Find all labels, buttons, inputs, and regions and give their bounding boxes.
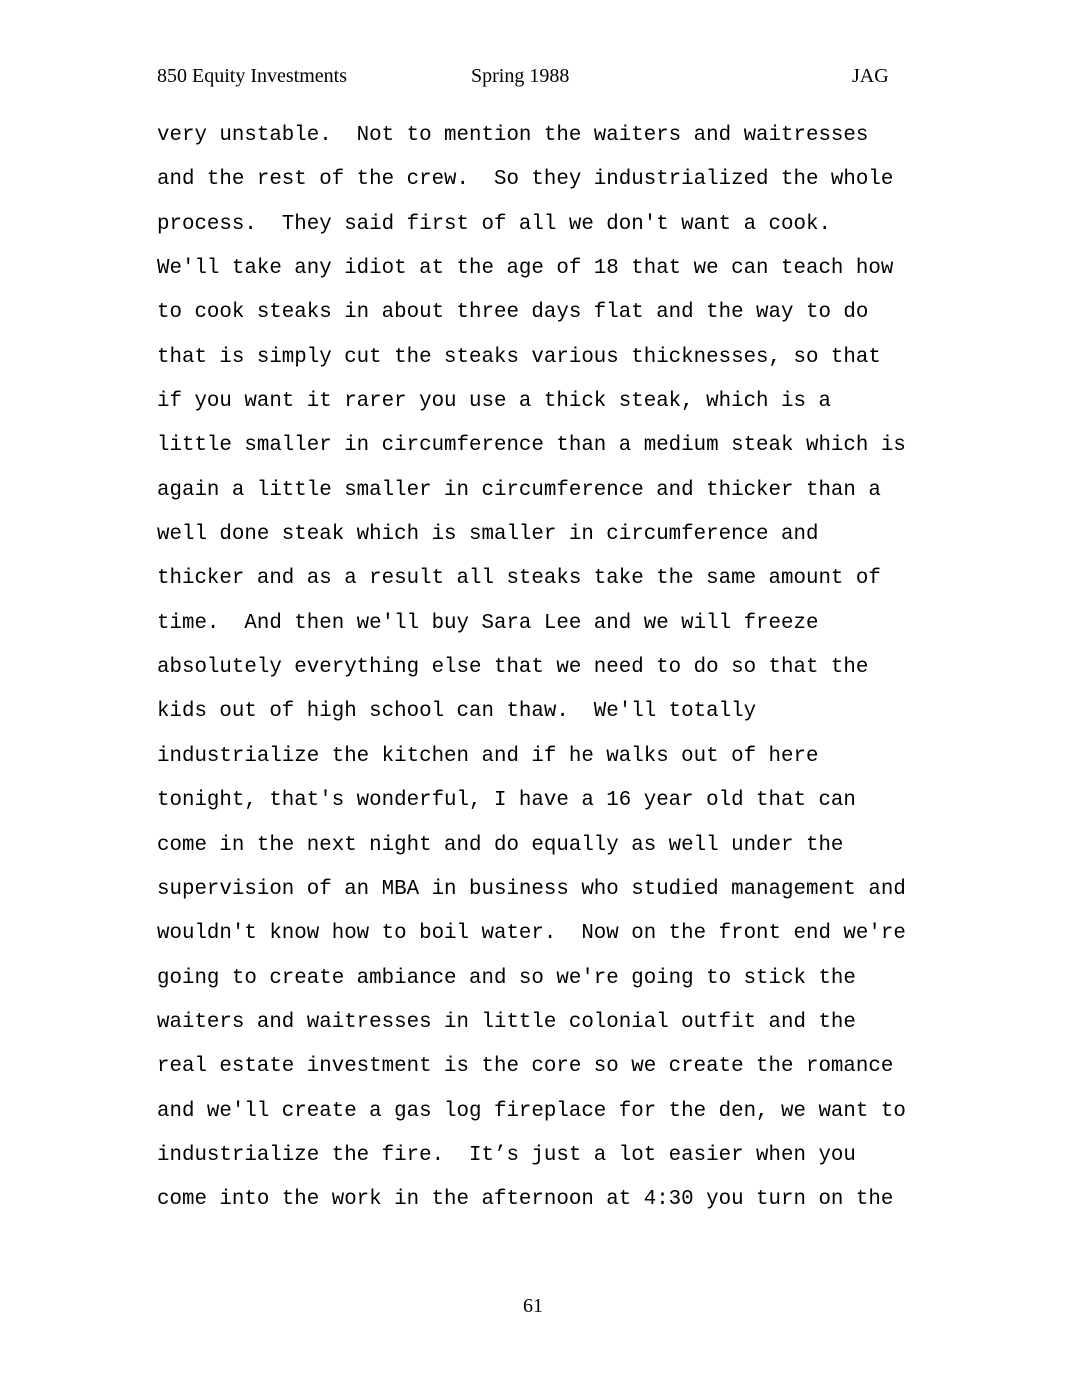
text-line: industrialize the kitchen and if he walks out of here: [157, 744, 819, 768]
page-number: 61: [523, 1295, 543, 1317]
text-line: thicker and as a result all steaks take the same amount of: [157, 567, 881, 591]
text-line: if you want it rarer you use a thick steak, which is a: [157, 390, 831, 414]
text-line: that is simply cut the steaks various thicknesses, so that: [157, 345, 881, 369]
text-line: come into the work in the afternoon at 4:30 you turn on the: [157, 1188, 894, 1212]
text-line: well done steak which is smaller in circumference and: [157, 523, 819, 547]
text-line: We'll take any idiot at the age of 18 that we can teach how: [157, 257, 894, 281]
text-line: absolutely everything else that we need to do so that the: [157, 656, 869, 680]
text-line: real estate investment is the core so we create the romance: [157, 1055, 894, 1079]
text-line: going to create ambiance and so we're going to stick the: [157, 966, 856, 990]
text-line: process. They said first of all we don't want a cook.: [157, 212, 831, 236]
text-line: again a little smaller in circumference and thicker than a: [157, 478, 881, 502]
header-author-initials: JAG: [852, 65, 889, 87]
text-line: and the rest of the crew. So they industrialized the whole: [157, 168, 894, 192]
header-course-title: 850 Equity Investments: [157, 65, 347, 87]
text-line: tonight, that's wonderful, I have a 16 year old that can: [157, 789, 856, 813]
text-line: very unstable. Not to mention the waiters and waitresses: [157, 124, 869, 147]
page-header: [0, 62, 1066, 90]
text-line: time. And then we'll buy Sara Lee and we will freeze: [157, 611, 819, 635]
text-line: kids out of high school can thaw. We'll totally: [157, 700, 757, 724]
text-line: to cook steaks in about three days flat and the way to do: [157, 301, 869, 325]
header-term: Spring 1988: [471, 65, 570, 87]
text-line: little smaller in circumference than a medium steak which is: [157, 434, 906, 458]
text-line: and we'll create a gas log fireplace for the den, we want to: [157, 1099, 906, 1123]
text-line: industrialize the fire. It’s just a lot easier when you: [157, 1143, 856, 1167]
text-line: come in the next night and do equally as well under the: [157, 833, 844, 857]
transcript-body: [157, 114, 937, 1223]
text-line: waiters and waitresses in little colonial outfit and the: [157, 1010, 856, 1034]
text-line: supervision of an MBA in business who studied management and: [157, 877, 906, 901]
text-line: wouldn't know how to boil water. Now on the front end we're: [157, 922, 906, 946]
